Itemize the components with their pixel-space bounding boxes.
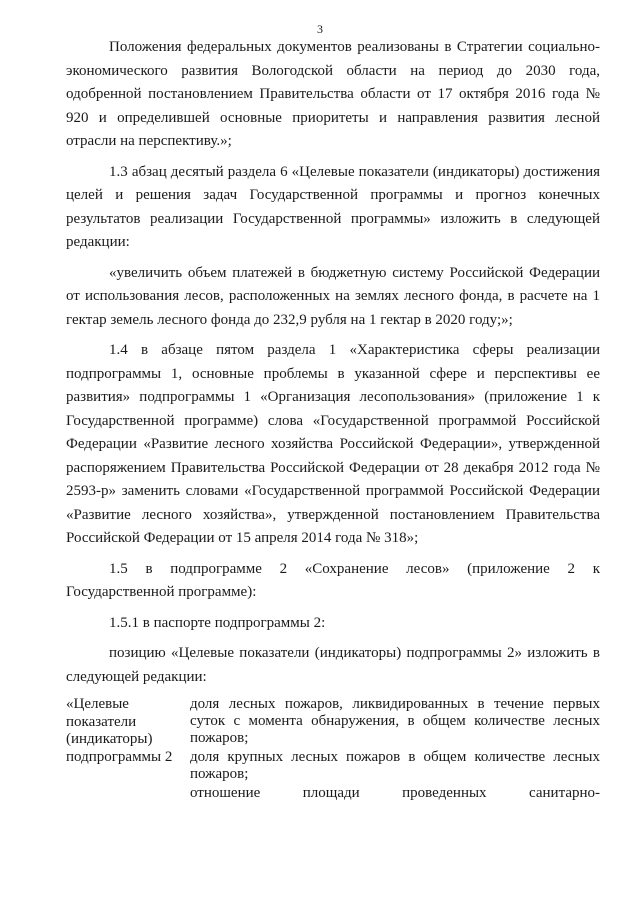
document-body: [66, 36, 600, 804]
indicators-label: «Целевые показатели (индикаторы) подпрограммы 2: [66, 696, 173, 765]
paragraph-position: позицию «Целевые показатели (индикаторы) подпрограммы 2» изложить в следующей редакции:: [66, 645, 600, 685]
indicators-list: [190, 696, 600, 804]
indicator-item: отношение площади проведенных санитарно-: [190, 785, 600, 801]
indicator-item: доля крупных лесных пожаров в общем количестве лесных пожаров;: [190, 749, 600, 782]
page-number: 3: [317, 22, 323, 36]
indicators-table: [66, 696, 600, 804]
paragraph-strategy: Положения федеральных документов реализованы в Стратегии социально-экономического развития Вологодской области на период до 2030 года, одобренной постановлением Правительства области от 17 октября 2016 года № 920 и определившей основные приоритеты и направления развития лесной отрасли на перспективу.»;: [66, 39, 600, 149]
paragraph-quote-payments: «увеличить объем платежей в бюджетную систему Российской Федерации от использования лесов, расположенных на землях лесного фонда, в расчете на 1 гектар земель лесного фонда до 232,9 рубля на 1 гектар в 2020 году;»;: [66, 264, 600, 328]
paragraph-1-3: 1.3 абзац десятый раздела 6 «Целевые показатели (индикаторы) достижения целей и решения задач Государственной программы и прогноз конечных результатов реализации Государственной программы» изложить в следующей редакции:: [66, 163, 600, 250]
paragraph-1-5-1: 1.5.1 в паспорте подпрограммы 2:: [109, 614, 326, 631]
indicator-item: доля лесных пожаров, ликвидированных в течение первых суток с момента обнаружения, в общем количестве лесных пожаров;: [190, 696, 600, 746]
paragraph-1-4: 1.4 в абзаце пятом раздела 1 «Характеристика сферы реализации подпрограммы 1, основные проблемы в указанной сфере и перспективы ее развития» подпрограммы 1 «Организация лесопользования» (приложение 1 к Государственной программе) слова «Государственной программой Российской Федерации «Развитие лесного хозяйства Российской Федерации», утвержденной распоряжением Правительства Российской Федерации от 28 декабря 2012 года № 2593-р» заменить словами «Государственной программой Российской Федерации «Развитие лесного хозяйства», утвержденной постановлением Правительства Российской Федерации от 15 апреля 2014 года № 318»;: [66, 342, 600, 546]
paragraph-1-5: 1.5 в подпрограмме 2 «Сохранение лесов» (приложение 2 к Государственной программе):: [66, 560, 600, 600]
